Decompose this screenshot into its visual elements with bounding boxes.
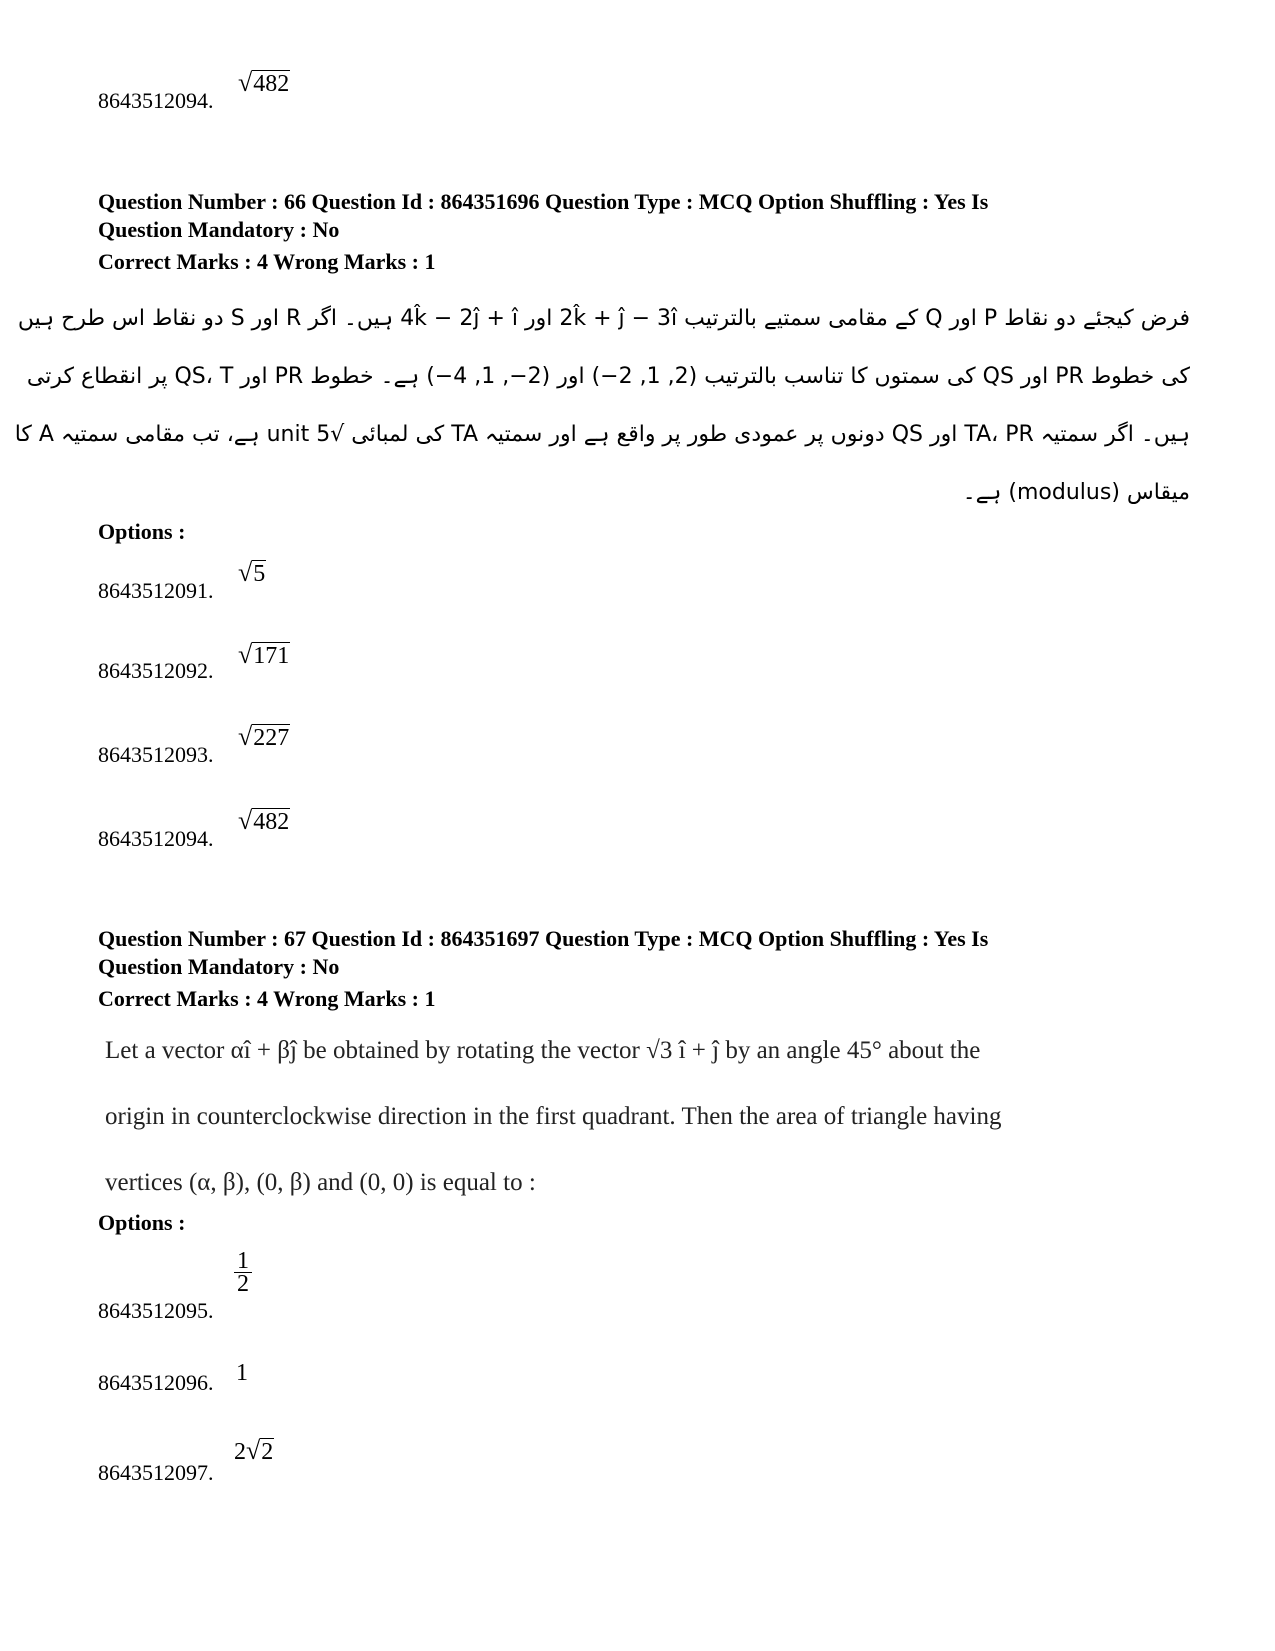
q66-urdu-line-2: کی خطوط PR اور QS کی سمتوں کا تناسب بالترتیب (2, 1, 2−) اور (2−, 1, 4−) ہے۔ خطوط PR اور QS، T پر انقطاع کرتی [26,364,1190,389]
q67-text-line-1: Let a vector αî + βĵ be obtained by rotating the vector √3 î + ĵ by an angle 45° about the [105,1037,981,1064]
radicand: 227 [253,725,290,751]
radicand: 482 [253,809,290,835]
q66-option-2-id: 8643512092. [98,658,214,683]
denominator: 2 [237,1271,249,1297]
q66-header-line2: Question Mandatory : No [98,217,340,242]
q66-option-1-id: 8643512091. [98,578,214,603]
q67-question-text [105,1018,1185,1216]
q67-text-line-3: vertices (α, β), (0, β) and (0, 0) is equal to : [105,1169,536,1196]
q67-option-3-value: 2√2 [234,1436,274,1465]
q66-option-2-sqrt: √171 [238,640,290,669]
q67-marks: Correct Marks : 4 Wrong Marks : 1 [98,986,436,1011]
prev-option-row [98,88,214,114]
q66-urdu-text [14,290,1190,522]
q67-options-label: Options : [98,1210,186,1235]
numerator: 1 [234,1250,252,1273]
q67-header-line1: Question Number : 67 Question Id : 864351697 Question Type : MCQ Option Shuffling : Yes Is [98,926,989,951]
q66-marks: Correct Marks : 4 Wrong Marks : 1 [98,249,436,274]
radicand: 2 [261,1439,274,1465]
radicand: 171 [253,643,290,669]
q66-urdu-line-4: میقاس (modulus) ہے۔ [962,480,1190,505]
q66-option-3-id: 8643512093. [98,742,214,767]
q67-option-2-value: 1 [236,1360,248,1386]
q67-header-line2: Question Mandatory : No [98,954,340,979]
q67-option-3-id: 8643512097. [98,1460,214,1485]
q66-option-3-sqrt: √227 [238,722,290,751]
q67-option-2-id: 8643512096. [98,1370,214,1395]
q66-urdu-line-1: فرض کیجئے دو نقاط P اور Q کے مقامی سمتیے بالترتیب 2k̂ + ĵ − 3î اور 4k̂ − 2ĵ + î ہیں۔ اگر R اور S دو نقاط اس طرح ہیں [17,306,1190,331]
option-id: 8643512094. [98,88,214,113]
q66-header [98,188,1098,276]
q66-option-4-sqrt: √482 [238,806,290,835]
sqrt-value: √482 [238,68,290,97]
q67-header [98,925,1098,1013]
q66-option-4-id: 8643512094. [98,826,214,851]
coefficient: 2 [234,1439,246,1465]
radicand: 482 [253,71,290,97]
q66-header-line1: Question Number : 66 Question Id : 864351696 Question Type : MCQ Option Shuffling : Yes Is [98,189,989,214]
q66-options-label: Options : [98,519,186,544]
q66-option-1-sqrt: √5 [238,558,266,587]
q67-option-1-id: 8643512095. [98,1298,214,1323]
q66-urdu-line-3: ہیں۔ اگر سمتیہ TA، PR اور QS دونوں پر عمودی طور پر واقع ہے اور سمتیہ TA کی لمبائی √5 unit ہے، تب مقامی سمتیہ A کا [14,422,1190,447]
q67-option-1-fraction [234,1250,252,1295]
radicand: 5 [253,561,266,587]
q67-text-line-2: origin in counterclockwise direction in the first quadrant. Then the area of triangle having [105,1103,1002,1130]
